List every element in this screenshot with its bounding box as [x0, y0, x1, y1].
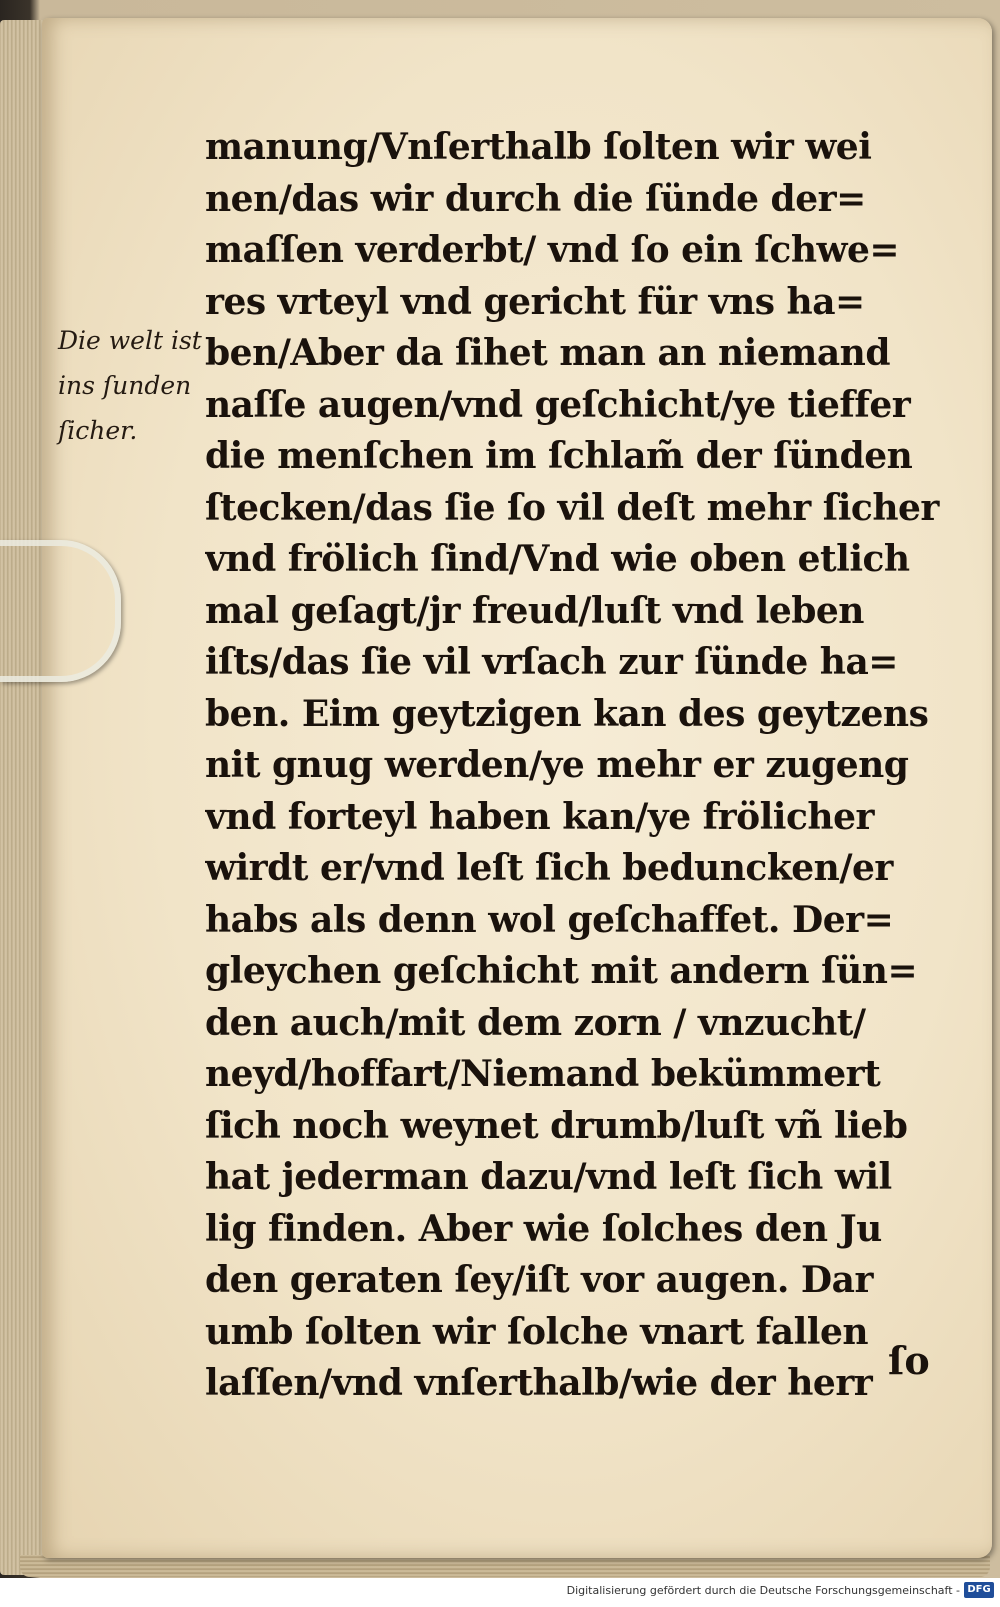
page-clip: [0, 540, 121, 682]
margin-note: [58, 318, 218, 453]
text-line: ben. Eim geytzigen kan des geytzens: [205, 692, 929, 735]
text-line: iſts/das ſie vil vrſach zur ſünde ha=: [205, 641, 898, 683]
text-line: die menſchen im ſchlam̃ der ſünden: [205, 435, 913, 477]
margin-note-line: Die welt ist: [58, 326, 202, 355]
text-line: naſſe augen/vnd geſchicht/ye tieffer: [205, 383, 911, 426]
text-line: wirdt er/vnd leſt ſich beduncken/er: [205, 847, 893, 889]
funding-credit: Digitalisierung gefördert durch die Deutsche Forschungsgemeinschaft -: [566, 1584, 960, 1597]
text-line: nit gnug werden/ye mehr er zugeng: [205, 744, 909, 786]
text-line: ben/Aber da ſihet man an niemand: [205, 332, 891, 374]
main-text: [205, 122, 945, 1410]
text-line: den geraten ſey/iſt vor augen. Dar: [205, 1259, 873, 1301]
text-line: lig finden. Aber wie ſolches den Ju: [205, 1207, 882, 1250]
catchword: ſo: [888, 1338, 930, 1383]
margin-note-line: ins ſunden: [58, 371, 192, 400]
margin-note-line: ſicher.: [58, 416, 138, 445]
text-line: neyd/hoffart/Niemand bekümmert: [205, 1053, 881, 1095]
dfg-logo: DFG: [964, 1582, 994, 1598]
text-line: laſſen/vnd vnſerthalb/wie der herr: [205, 1362, 873, 1404]
text-line: ſich noch weynet drumb/luſt vñ lieb: [205, 1104, 908, 1147]
text-line: umb ſolten wir ſolche vnart fallen: [205, 1310, 869, 1353]
text-line: manung/Vnſerthalb ſolten wir wei: [205, 126, 872, 168]
text-line: res vrteyl vnd gericht für vns ha=: [205, 280, 865, 323]
text-line: vnd frölich ſind/Vnd wie oben etlich: [205, 538, 910, 580]
text-line: ſtecken/das ſie ſo vil deſt mehr ſicher: [205, 486, 939, 529]
footer-bar: [0, 1578, 1000, 1607]
text-line: mal geſagt/jr freud/luſt vnd leben: [205, 589, 864, 632]
text-line: habs als denn wol geſchaffet. Der=: [205, 898, 894, 941]
text-line: maſſen verderbt/ vnd ſo ein ſchwe=: [205, 229, 900, 271]
text-line: hat jederman dazu/vnd leſt ſich wil: [205, 1156, 892, 1198]
page-bottom-edge: [20, 1555, 990, 1577]
text-line: nen/das wir durch die ſünde der=: [205, 177, 866, 220]
text-line: vnd forteyl haben kan/ye frölicher: [205, 795, 874, 838]
text-line: gleychen geſchicht mit andern ſün=: [205, 950, 918, 992]
text-line: den auch/mit dem zorn / vnzucht/: [205, 1001, 866, 1044]
